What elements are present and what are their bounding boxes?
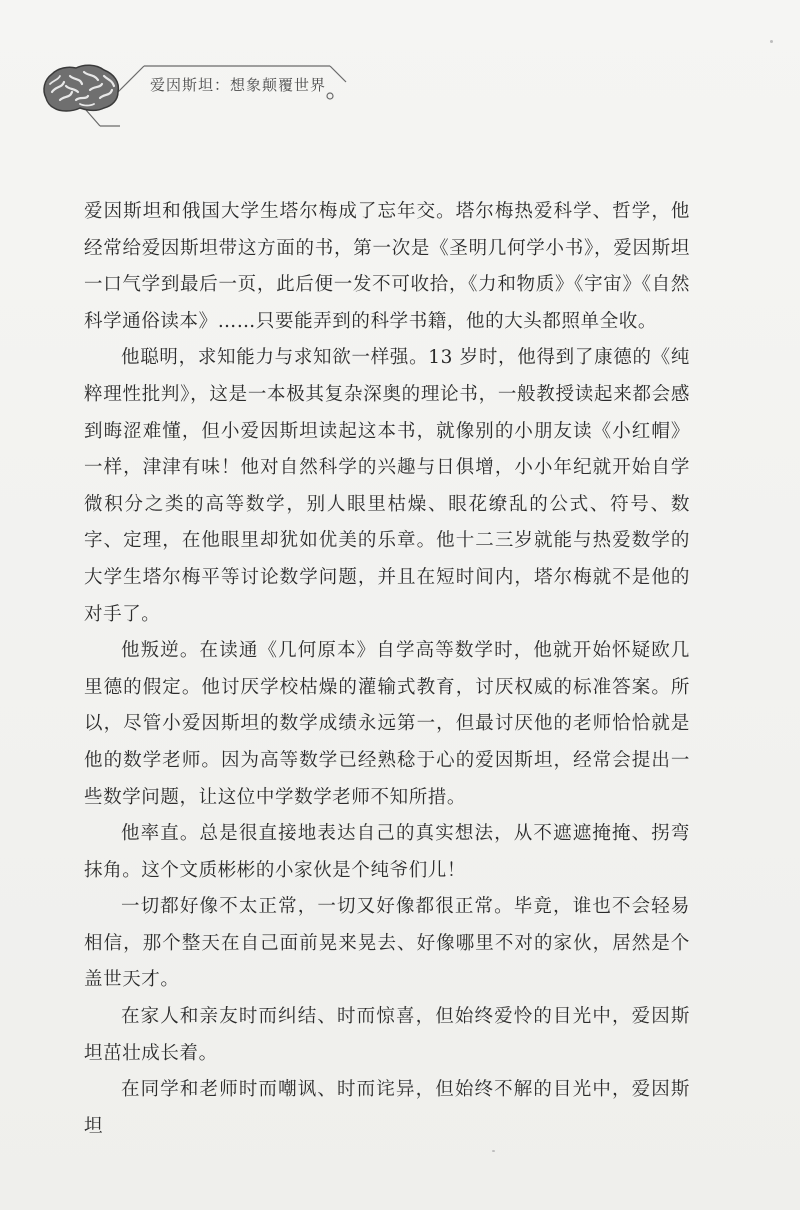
- scan-speck: [492, 1150, 495, 1152]
- body-text: [84, 194, 690, 1145]
- paragraph: 他叛逆。在读通《几何原本》自学高等数学时，他就开始怀疑欧几里德的假定。他讨厌学校枯燥的灌输式教育，讨厌权威的标准答案。所以，尽管小爱因斯坦的数学成绩永远第一，但最讨厌他的老师恰恰就是他的数学老师。因为高等数学已经熟稔于心的爱因斯坦，经常会提出一些数学问题，让这位中学数学老师不知所措。: [84, 640, 690, 808]
- paragraph: 在家人和亲友时而纠结、时而惊喜，但始终爱怜的目光中，爱因斯坦茁壮成长着。: [84, 1006, 690, 1064]
- page-header: [0, 0, 800, 140]
- paragraph: 他聪明，求知能力与求知欲一样强。13 岁时，他得到了康德的《纯粹理性批判》，这是一本极其复杂深奥的理论书，一般教授读起来都会感到晦涩难懂，但小爱因斯坦读起这本书，就像别的小朋友读《小红帽》一样，津津有味！他对自然科学的兴趣与日俱增，小小年纪就开始自学微积分之类的高等数学，别人眼里枯燥、眼花缭乱的公式、符号、数字、定理，在他眼里却犹如优美的乐章。他十二三岁就能与热爱数学的大学生塔尔梅平等讨论数学问题，并且在短时间内，塔尔梅就不是他的对手了。: [84, 347, 690, 625]
- paragraph: 他率直。总是很直接地表达自己的真实想法，从不遮遮掩掩、拐弯抹角。这个文质彬彬的小家伙是个纯爷们儿！: [84, 823, 690, 881]
- scan-speck: [770, 40, 773, 43]
- running-header-title: 爱因斯坦：想象颠覆世界: [150, 76, 327, 94]
- paragraph: 在同学和老师时而嘲讽、时而诧异，但始终不解的目光中，爱因斯坦: [84, 1079, 690, 1137]
- brain-icon: [40, 62, 124, 114]
- paragraph: 一切都好像不太正常，一切又好像都很正常。毕竟，谁也不会轻易相信，那个整天在自己面前晃来晃去、好像哪里不对的家伙，居然是个盖世天才。: [84, 896, 690, 991]
- paragraph: 爱因斯坦和俄国大学生塔尔梅成了忘年交。塔尔梅热爱科学、哲学，他经常给爱因斯坦带这方面的书，第一次是《圣明几何学小书》，爱因斯坦一口气学到最后一页，此后便一发不可收拾，《力和物质》《宇宙》《自然科学通俗读本》……只要能弄到的科学书籍，他的大头都照单全收。: [84, 201, 690, 332]
